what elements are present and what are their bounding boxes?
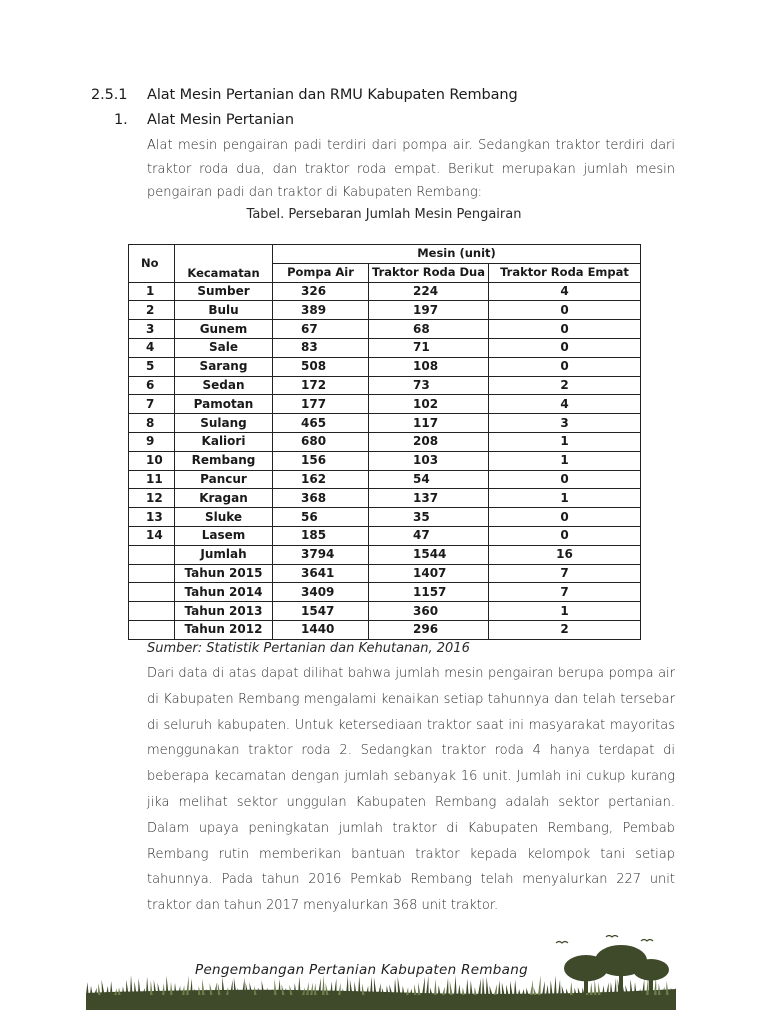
table-source: Sumber: Statistik Pertanian dan Kehutanan, 2016 (147, 641, 470, 656)
cell-kecamatan: Kaliori (175, 432, 273, 451)
cell-no-empty (129, 620, 175, 639)
cell-kecamatan: Sarang (175, 357, 273, 376)
tree-crown (633, 959, 669, 981)
cell-traktor-roda-empat: 1 (489, 489, 641, 508)
cell-traktor-roda-dua: 103 (369, 451, 489, 470)
cell-pompa-air: 83 (273, 338, 369, 357)
cell-traktor-roda-empat: 0 (489, 338, 641, 357)
table-row (129, 508, 641, 527)
cell-traktor-roda-dua: 208 (369, 432, 489, 451)
grass-blade (598, 982, 601, 995)
grass-blade (278, 979, 281, 995)
summary-row (129, 545, 641, 564)
cell-traktor-roda-empat: 0 (489, 508, 641, 527)
grass-blade (458, 984, 461, 995)
grass-blade (562, 986, 565, 995)
cell-traktor-roda-empat: 0 (489, 470, 641, 489)
grass-blade (354, 982, 357, 995)
cell-kecamatan: Sluke (175, 508, 273, 527)
cell-traktor-roda-dua: 296 (369, 620, 489, 639)
grass-blade (282, 984, 285, 995)
grass-blade (566, 988, 569, 995)
grass-blade (314, 983, 317, 995)
table-row (129, 320, 641, 339)
grass-blade (386, 985, 389, 995)
cell-no: 3 (129, 320, 175, 339)
cell-pompa-air: 185 (273, 526, 369, 545)
cell-traktor-roda-dua: 71 (369, 338, 489, 357)
grass-blade (398, 976, 401, 995)
section-heading (91, 87, 127, 103)
cell-no: 9 (129, 432, 175, 451)
grass-blade (506, 985, 509, 995)
cell-pompa-air: 368 (273, 489, 369, 508)
grass-blade (414, 984, 417, 995)
cell-kecamatan: Sale (175, 338, 273, 357)
summary-row (129, 602, 641, 621)
grass-blade (162, 983, 165, 995)
cell-kecamatan: Sumber (175, 282, 273, 301)
grass-blade (430, 988, 433, 995)
grass-blade (498, 980, 501, 995)
cell-summary-label: Jumlah (175, 545, 273, 564)
grass-blade (178, 986, 181, 995)
summary-row (129, 564, 641, 583)
table-row (129, 432, 641, 451)
grass-blade (118, 987, 121, 995)
section-title: Alat Mesin Pertanian dan RMU Kabupaten Rembang (147, 87, 518, 103)
cell-summary-label: Tahun 2013 (175, 602, 273, 621)
grass-blade (366, 986, 369, 995)
table-body (129, 282, 641, 639)
cell-traktor-roda-dua: 224 (369, 282, 489, 301)
cell-no: 7 (129, 395, 175, 414)
grass-blade (86, 982, 89, 995)
header-traktor-roda-empat: Traktor Roda Empat (489, 263, 641, 282)
cell-traktor-roda-empat: 0 (489, 301, 641, 320)
cell-no-empty (129, 602, 175, 621)
grass-blade (370, 976, 373, 995)
summary-row (129, 620, 641, 639)
cell-kecamatan: Kragan (175, 489, 273, 508)
grass-blade (106, 986, 109, 995)
cell-no-empty (129, 583, 175, 602)
cell-no: 11 (129, 470, 175, 489)
body-paragraph: Dari data di atas dapat dilihat bahwa jumlah mesin pengairan berupa pompa air di Kabupaten Rembang mengalami kenaikan setiap tahunnya dan telah tersebar di seluruh kabupaten. Untuk ketersediaan traktor saat ini masyarakat mayoritas menggunakan traktor roda 2. Sedangkan traktor roda 4 hanya terdapat di beberapa kecamatan dengan jumlah sebanyak 16 unit. Jumlah ini cukup kurang jika melihat sektor unggulan Kabupaten Rembang adalah sektor pertanian. Dalam upaya peningkatan jumlah traktor di Kabupaten Rembang, Pembab Rembang rutin memberikan bantuan traktor kepada kelompok tani setiap tahunnya. Pada tahun 2016 Pemkab Rembang telah menyalurkan 227 unit traktor dan tahun 2017 menyalurkan 368 unit traktor. (147, 666, 675, 914)
cell-kecamatan: Sulang (175, 414, 273, 433)
cell-summary-label: Tahun 2015 (175, 564, 273, 583)
grass-blade (530, 980, 533, 995)
header-kecamatan: Kecamatan (175, 245, 273, 283)
cell-traktor-roda-dua: 68 (369, 320, 489, 339)
grass-blade (146, 977, 149, 995)
grass-blade (170, 982, 173, 995)
table-row (129, 451, 641, 470)
grass-blade (590, 983, 593, 995)
cell-summary-label: Tahun 2012 (175, 620, 273, 639)
subsection-number: 1. (114, 112, 128, 128)
cell-traktor-roda-dua: 360 (369, 602, 489, 621)
cell-no-empty (129, 545, 175, 564)
grass-blade (114, 988, 117, 995)
cell-pompa-air: 172 (273, 376, 369, 395)
grass-blade (358, 976, 361, 995)
cell-traktor-roda-dua: 1157 (369, 583, 489, 602)
cell-pompa-air: 3641 (273, 564, 369, 583)
cell-pompa-air: 1547 (273, 602, 369, 621)
grass-blade (166, 976, 169, 995)
grass-blade (658, 983, 661, 995)
grass-blade (362, 984, 365, 995)
header-mesin-group: Mesin (unit) (273, 245, 641, 264)
cell-pompa-air: 67 (273, 320, 369, 339)
grass-blade (426, 976, 429, 995)
table-row (129, 376, 641, 395)
grass-blade (546, 985, 549, 995)
cell-traktor-roda-empat: 7 (489, 564, 641, 583)
cell-traktor-roda-empat: 1 (489, 451, 641, 470)
grass-blade (630, 979, 633, 995)
grass-blade (466, 979, 469, 995)
cell-traktor-roda-dua: 47 (369, 526, 489, 545)
subsection-title: Alat Mesin Pertanian (147, 112, 294, 128)
grass-blade (234, 977, 237, 995)
cell-traktor-roda-dua: 54 (369, 470, 489, 489)
cell-pompa-air: 3409 (273, 583, 369, 602)
bird-icon (641, 940, 653, 942)
cell-pompa-air: 326 (273, 282, 369, 301)
grass-blade (522, 989, 525, 995)
grass-blade (98, 983, 101, 995)
cell-no: 1 (129, 282, 175, 301)
cell-pompa-air: 508 (273, 357, 369, 376)
cell-no: 14 (129, 526, 175, 545)
grass-blade (122, 986, 125, 995)
grass-blade (298, 976, 301, 995)
grass-blade (594, 980, 597, 995)
summary-row (129, 583, 641, 602)
grass-blade (418, 982, 421, 995)
grass-blade (474, 987, 477, 995)
cell-no: 4 (129, 338, 175, 357)
grass-blade (174, 983, 177, 995)
table-row (129, 301, 641, 320)
cell-kecamatan: Bulu (175, 301, 273, 320)
cell-traktor-roda-empat: 0 (489, 526, 641, 545)
grass-blade (242, 977, 245, 995)
cell-traktor-roda-dua: 1407 (369, 564, 489, 583)
grass-blade (578, 987, 581, 995)
table-row (129, 357, 641, 376)
cell-traktor-roda-dua: 108 (369, 357, 489, 376)
cell-pompa-air: 680 (273, 432, 369, 451)
grass-blade (202, 979, 205, 995)
grass-blade (186, 975, 189, 995)
cell-traktor-roda-dua: 73 (369, 376, 489, 395)
grass-blade (222, 976, 225, 995)
cell-pompa-air: 1440 (273, 620, 369, 639)
grass-blade (410, 989, 413, 995)
grass-blade (478, 978, 481, 995)
cell-pompa-air: 177 (273, 395, 369, 414)
table-row (129, 489, 641, 508)
grass-blade (294, 983, 297, 995)
grass-blade (570, 982, 573, 995)
cell-traktor-roda-dua: 137 (369, 489, 489, 508)
grass-blade (526, 988, 529, 995)
cell-no: 8 (129, 414, 175, 433)
cell-traktor-roda-empat: 4 (489, 395, 641, 414)
cell-kecamatan: Gunem (175, 320, 273, 339)
cell-summary-label: Tahun 2014 (175, 583, 273, 602)
cell-pompa-air: 3794 (273, 545, 369, 564)
grass-blade (346, 975, 349, 995)
grass-blade (494, 984, 497, 995)
grass-blade (402, 986, 405, 995)
cell-traktor-roda-dua: 117 (369, 414, 489, 433)
cell-traktor-roda-empat: 3 (489, 414, 641, 433)
table-row (129, 338, 641, 357)
footer-title: Pengembangan Pertanian Kabupaten Rembang (195, 962, 528, 978)
cell-pompa-air: 156 (273, 451, 369, 470)
cell-traktor-roda-empat: 7 (489, 583, 641, 602)
cell-no: 13 (129, 508, 175, 527)
grass-blade (610, 982, 613, 995)
grass-blade (406, 987, 409, 995)
cell-traktor-roda-dua: 35 (369, 508, 489, 527)
grass-blade (150, 981, 153, 995)
grass-blade (450, 981, 453, 995)
grass-blade (502, 983, 505, 995)
cell-kecamatan: Sedan (175, 376, 273, 395)
cell-traktor-roda-empat: 2 (489, 620, 641, 639)
cell-kecamatan: Pamotan (175, 395, 273, 414)
cell-no: 10 (129, 451, 175, 470)
table-caption: Tabel. Persebaran Jumlah Mesin Pengairan (246, 207, 522, 222)
grass-blade (462, 987, 465, 995)
grass-blade (374, 977, 377, 995)
cell-traktor-roda-empat: 2 (489, 376, 641, 395)
cell-traktor-roda-empat: 1 (489, 432, 641, 451)
cell-no: 12 (129, 489, 175, 508)
grass-blade (454, 976, 457, 995)
grass-blade (262, 980, 265, 995)
grass-blade (182, 985, 185, 995)
cell-no: 6 (129, 376, 175, 395)
cell-pompa-air: 465 (273, 414, 369, 433)
cell-traktor-roda-empat: 0 (489, 357, 641, 376)
grass-blade (90, 986, 93, 995)
grass-blade (538, 975, 541, 995)
grass-blade (382, 988, 385, 995)
grass-blade (130, 975, 133, 995)
grass-blade (394, 979, 397, 995)
grass-blade (422, 977, 425, 995)
cell-pompa-air: 162 (273, 470, 369, 489)
cell-traktor-roda-dua: 102 (369, 395, 489, 414)
grass-blade (126, 980, 129, 995)
header-traktor-roda-dua: Traktor Roda Dua (369, 263, 489, 282)
cell-kecamatan: Pancur (175, 470, 273, 489)
grass-blade (542, 981, 545, 995)
grass-blade (514, 980, 517, 995)
cell-no: 5 (129, 357, 175, 376)
cell-kecamatan: Rembang (175, 451, 273, 470)
cell-traktor-roda-empat: 4 (489, 282, 641, 301)
grass-blade (666, 981, 669, 995)
grass-blade (434, 979, 437, 995)
cell-traktor-roda-dua: 1544 (369, 545, 489, 564)
cell-traktor-roda-empat: 16 (489, 545, 641, 564)
grass-blade (518, 989, 521, 995)
cell-kecamatan: Lasem (175, 526, 273, 545)
grass-blade (274, 979, 277, 995)
grass-blade (614, 978, 617, 995)
table-row (129, 282, 641, 301)
cell-traktor-roda-dua: 197 (369, 301, 489, 320)
cell-no-empty (129, 564, 175, 583)
grass-blade (94, 988, 97, 995)
section-number: 2.5.1 (91, 87, 128, 103)
bird-icon (606, 936, 618, 938)
grass-blade (438, 985, 441, 995)
grass-blade (550, 980, 553, 995)
grass-blade (489, 986, 492, 995)
grass-blade (322, 975, 325, 995)
header-pompa-air: Pompa Air (273, 263, 369, 282)
grass-blade (110, 981, 113, 995)
table-row (129, 414, 641, 433)
grass-blade (634, 982, 637, 995)
cell-pompa-air: 389 (273, 301, 369, 320)
grass-blade (482, 977, 485, 995)
table-row (129, 395, 641, 414)
grass-blade (134, 981, 137, 995)
bird-icon (556, 942, 568, 944)
header-no: No (129, 245, 175, 283)
machinery-table (128, 244, 641, 640)
grass-blade (486, 977, 489, 995)
grass-blade (138, 978, 141, 995)
grass-blade (470, 980, 473, 995)
grass-blade (554, 976, 557, 995)
intro-paragraph: Alat mesin pengairan padi terdiri dari pompa air. Sedangkan traktor terdiri dari traktor roda dua, dan traktor roda empat. Berikut merupakan jumlah mesin pengairan padi dan traktor di Kabupaten Rembang: (147, 138, 675, 200)
cell-traktor-roda-empat: 1 (489, 602, 641, 621)
grass-blade (446, 978, 449, 995)
grass-blade (510, 981, 513, 995)
grass-blade (642, 979, 645, 995)
grass-blade (574, 988, 577, 995)
table-row (129, 526, 641, 545)
grass-blade (334, 978, 337, 995)
cell-traktor-roda-empat: 0 (489, 320, 641, 339)
grass-blade (602, 985, 605, 995)
grass-blade (558, 979, 561, 995)
cell-pompa-air: 56 (273, 508, 369, 527)
grass-blade (330, 981, 333, 995)
table-row (129, 470, 641, 489)
grass-blade (190, 979, 193, 995)
cell-no: 2 (129, 301, 175, 320)
